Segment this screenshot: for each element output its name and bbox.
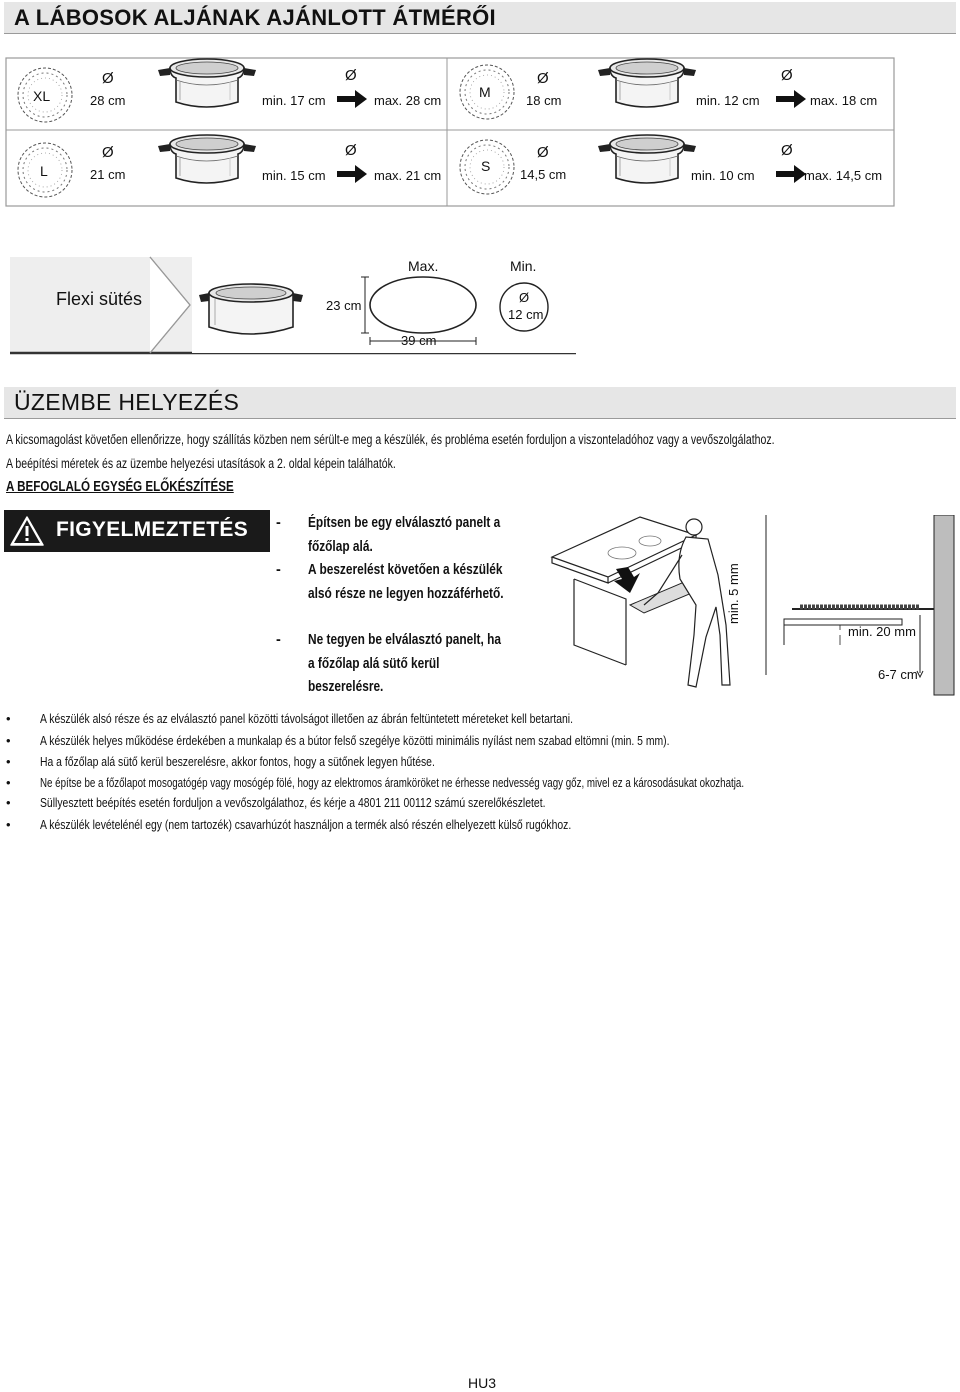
diameter-symbol: Ø <box>537 144 549 161</box>
zone-diameter: 14,5 cm <box>520 167 567 182</box>
diameter-symbol: Ø <box>345 142 357 159</box>
flexi-label: Flexi sütés <box>56 289 143 309</box>
zone-label: M <box>479 84 491 100</box>
zone-label: S <box>481 158 491 174</box>
warning-list <box>276 512 536 699</box>
section-title: A LÁBOSOK ALJÁNAK AJÁNLOTT ÁTMÉRŐI <box>14 5 496 30</box>
diameter-symbol: Ø <box>519 290 530 305</box>
flexi-min-diameter: 12 cm <box>508 307 544 322</box>
diameter-symbol: Ø <box>537 70 549 87</box>
subheading: A BEFOGLALÓ EGYSÉG ELŐKÉSZÍTÉSE <box>6 479 234 495</box>
zone-diameter: 21 cm <box>90 167 126 182</box>
clearance-diagram <box>730 515 958 700</box>
intro-paragraph: A kicsomagolást követően ellenőrizze, hogy szállítás közben nem sérült-e meg a készülék, és probléma esetén forduljon a viszonteladóhoz vagy a vevőszolgálathoz. <box>6 432 775 447</box>
warning-item: - Építsen be egy elválasztó panelt a főzőlap alá. <box>276 515 501 555</box>
zone-min: min. 12 cm <box>696 93 760 108</box>
warning-item: - A beszerelést követően a készülék alsó része ne legyen hozzáférhető. <box>276 562 504 602</box>
dimension-clearance: min. 20 mm <box>848 624 916 639</box>
diameter-symbol: Ø <box>781 67 793 84</box>
zone-min: min. 17 cm <box>262 93 326 108</box>
dimension-gap: min. 5 mm <box>726 563 741 624</box>
diameter-symbol: Ø <box>102 144 114 161</box>
pan-diameter-table <box>0 40 960 215</box>
section-header-pan-diameters <box>4 2 956 34</box>
zone-diameter: 28 cm <box>90 93 126 108</box>
zone-max: max. 21 cm <box>374 168 442 183</box>
diameter-symbol: Ø <box>345 67 357 84</box>
warning-item: - Ne tegyen be elválasztó panelt, ha a főzőlap alá sütő kerül beszerelésre. <box>276 632 501 695</box>
section-title: ÜZEMBE HELYEZÉS <box>14 389 240 415</box>
flexi-max-label: Max. <box>408 258 439 274</box>
zone-label: L <box>40 163 48 179</box>
zone-min: min. 15 cm <box>262 168 326 183</box>
warning-label: FIGYELMEZTETÉS <box>56 518 249 541</box>
flexi-min-label: Min. <box>510 258 537 274</box>
page-number: HU3 <box>468 1375 497 1391</box>
zone-max: max. 28 cm <box>374 93 442 108</box>
warning-triangle-icon <box>10 515 44 547</box>
flexi-height: 23 cm <box>326 298 362 313</box>
flexi-pan-icon <box>199 284 303 334</box>
zone-min: min. 10 cm <box>691 168 755 183</box>
zone-max: max. 14,5 cm <box>804 168 883 183</box>
zone-label: XL <box>33 88 51 104</box>
diameter-symbol: Ø <box>102 70 114 87</box>
zone-diameter: 18 cm <box>526 93 562 108</box>
zone-max: max. 18 cm <box>810 93 878 108</box>
warning-badge <box>4 510 270 552</box>
section-header-installation <box>4 387 956 419</box>
diameter-symbol: Ø <box>781 142 793 159</box>
dimension-depth: 6-7 cm <box>878 667 918 682</box>
installation-illustration <box>546 515 736 700</box>
intro-paragraph: A beépítési méretek és az üzembe helyezési utasítások a 2. oldal képein találhatók. <box>6 456 396 471</box>
flexi-width: 39 cm <box>401 333 437 348</box>
